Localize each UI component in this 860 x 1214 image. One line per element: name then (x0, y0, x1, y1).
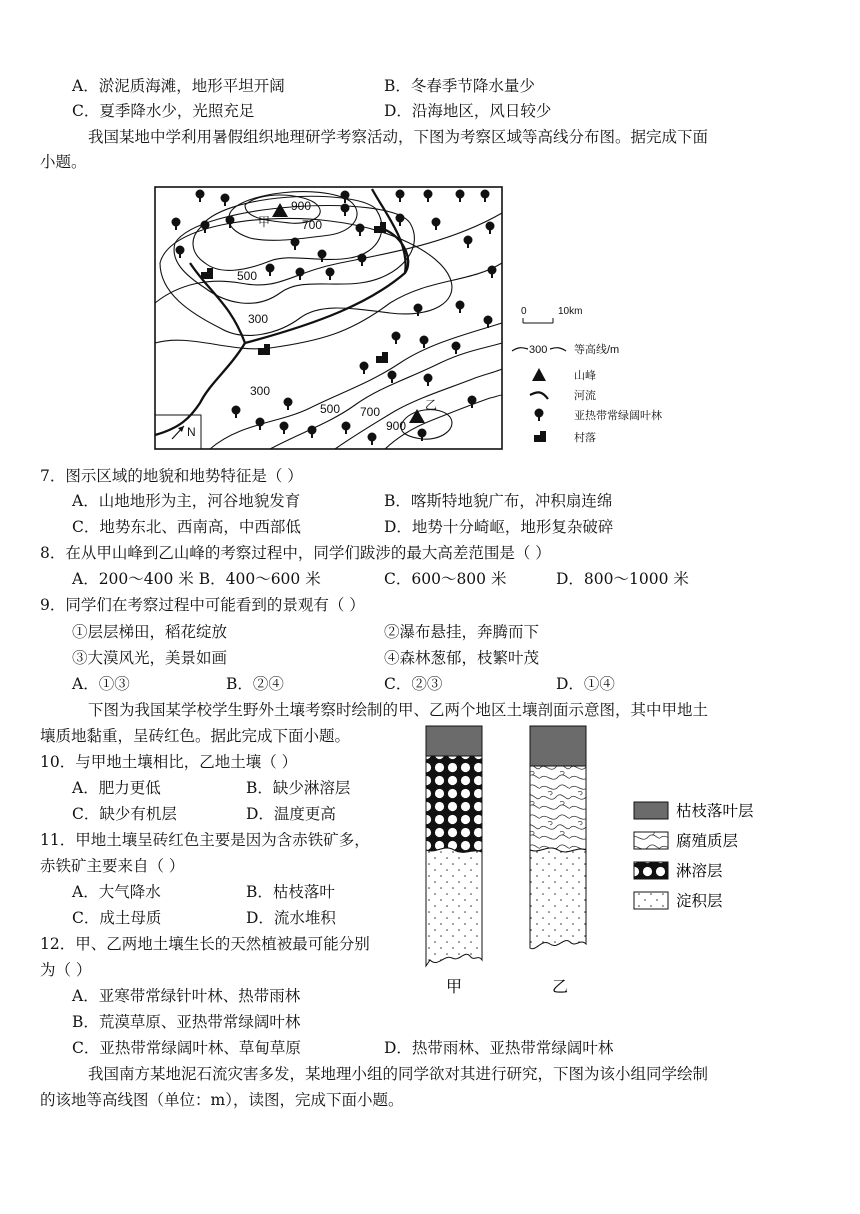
q12-b: B．荒漠草原、亚热带常绿阔叶林 (72, 1013, 301, 1031)
legend-illuvial: 淀积层 (676, 892, 723, 910)
q9-d: D．①④ (556, 675, 615, 693)
contour-label: 900 (386, 419, 407, 433)
intro2-line1: 下图为我国某学校学生野外土壤考察时绘制的甲、乙两个地区土壤剖面示意图，其中甲地土 (88, 701, 709, 719)
q10-a: A．肥力更低 (72, 779, 161, 797)
legend-village: 村落 (574, 432, 596, 444)
intro3-line1: 我国南方某地泥石流灾害多发，某地理小组的同学欲对其进行研究，下图为该小组同学绘制 (88, 1065, 709, 1083)
option-b: B．冬春季节降水量少 (384, 77, 535, 95)
peak-yi-icon (409, 409, 425, 423)
q9-s3: ③大漠风光，美景如画 (72, 649, 228, 667)
q8-stem: 8．在从甲山峰到乙山峰的考察过程中，同学们跋涉的最大高差范围是（ ） (40, 544, 551, 562)
village-icon (201, 268, 213, 279)
intro1-line2: 小题。 (40, 153, 87, 171)
q12-a: A．亚寒带常绿针叶林、热带雨林 (72, 987, 301, 1005)
q10-b: B．缺少淋溶层 (246, 779, 351, 797)
contour-label: 700 (302, 218, 323, 232)
legend-litter-swatch (634, 802, 668, 819)
q9-a: A．①③ (72, 675, 130, 693)
q12-c: C．亚热带常绿阔叶林、草甸草原 (72, 1039, 301, 1057)
q8-c: C．600～800 米 (384, 570, 507, 588)
option-d: D．沿海地区，风日较少 (384, 102, 552, 120)
village-icon (374, 222, 386, 233)
village-icon (376, 352, 388, 363)
scale-zero: 0 (521, 306, 527, 317)
legend-forest-icon (535, 409, 544, 422)
legend-contour: 等高线/m (574, 344, 620, 356)
peak-label: 乙 (425, 398, 438, 412)
q11-d: D．流水堆积 (246, 909, 336, 927)
q10-stem: 10．与甲地土壤相比，乙地土壤（ ） (40, 753, 298, 771)
contour-label: 500 (237, 269, 258, 283)
option-a: A．淤泥质海滩，地形平坦开阔 (72, 77, 285, 95)
q9-c: C．②③ (384, 675, 443, 693)
peak-jia-icon (272, 203, 288, 217)
legend-litter: 枯枝落叶层 (676, 802, 754, 820)
soil-label-jia: 甲 (445, 977, 463, 996)
soil-column-jia (426, 726, 482, 966)
contour-label: 700 (360, 405, 381, 419)
legend-forest: 亚热带常绿阔叶林 (574, 410, 662, 422)
north-label: N (187, 425, 196, 439)
q9-s4: ④森林葱郁，枝繁叶茂 (384, 649, 540, 667)
q9-stem: 9．同学们在考察过程中可能看到的景观有（ ） (40, 596, 365, 614)
q9-s2: ②瀑布悬挂，奔腾而下 (384, 623, 540, 641)
q9-s1: ①层层梯田，稻花绽放 (72, 623, 228, 641)
contour-label: 300 (248, 312, 269, 326)
q12-d: D．热带雨林、亚热带常绿阔叶林 (384, 1039, 614, 1057)
legend-peak-icon (532, 368, 546, 381)
legend-river-icon (530, 392, 548, 399)
legend-eluvial: 淋溶层 (676, 862, 723, 880)
q7-a: A．山地地形为主，河谷地貌发育 (72, 492, 301, 510)
legend-peak: 山峰 (574, 370, 596, 382)
peak-label: 甲 (258, 215, 271, 229)
option-c: C．夏季降水少，光照充足 (72, 102, 255, 120)
contour-label: 500 (320, 402, 341, 416)
intro3-line2: 的该地等高线图（单位：m），读图，完成下面小题。 (40, 1091, 404, 1109)
contour-map (150, 183, 680, 453)
contour-label: 300 (250, 384, 271, 398)
q11-a: A．大气降水 (72, 883, 161, 901)
legend-humus-swatch (634, 832, 668, 849)
legend-river: 河流 (574, 390, 596, 402)
q9-b: B．②④ (226, 675, 284, 693)
village-icon (258, 344, 270, 355)
soil-label-yi: 乙 (551, 977, 569, 996)
q8-d: D．800～1000 米 (556, 570, 689, 588)
soil-column-yi (530, 726, 586, 949)
soil-profile-figure (420, 722, 780, 1004)
contour-label: 900 (291, 199, 312, 213)
q7-stem: 7．图示区域的地貌和地势特征是（ ） (40, 467, 303, 485)
intro1-line1: 我国某地中学利用暑假组织地理研学考察活动，下图为考察区域等高线分布图。据完成下面 (88, 128, 709, 146)
legend-illuvial-swatch (634, 892, 668, 909)
scale-distance: 10km (558, 306, 583, 317)
q7-d: D．地势十分崎岖，地形复杂破碎 (384, 518, 614, 536)
legend-village-icon (534, 431, 546, 442)
legend-eluvial-swatch (634, 862, 668, 879)
q11-stem1: 11．甲地土壤呈砖红色主要是因为含赤铁矿多， (40, 831, 370, 849)
q11-stem2: 赤铁矿主要来自（ ） (40, 857, 185, 875)
q7-c: C．地势东北、西南高，中西部低 (72, 518, 301, 536)
legend-contour-value: 300 (529, 344, 548, 356)
legend-humus: 腐殖质层 (676, 832, 739, 850)
q11-c: C．成土母质 (72, 909, 162, 927)
q11-b: B．枯枝落叶 (246, 883, 335, 901)
q12-stem1: 12．甲、乙两地土壤生长的天然植被最可能分别 (40, 935, 370, 953)
q12-stem2: 为（ ） (40, 961, 92, 979)
intro2-line2: 壤质地黏重，呈砖红色。据此完成下面小题。 (40, 727, 351, 745)
q10-c: C．缺少有机层 (72, 805, 177, 823)
q10-d: D．温度更高 (246, 805, 336, 823)
q8-ab: A．200～400 米 B．400～600 米 (72, 570, 321, 588)
q7-b: B．喀斯特地貌广布，冲积扇连绵 (384, 492, 613, 510)
